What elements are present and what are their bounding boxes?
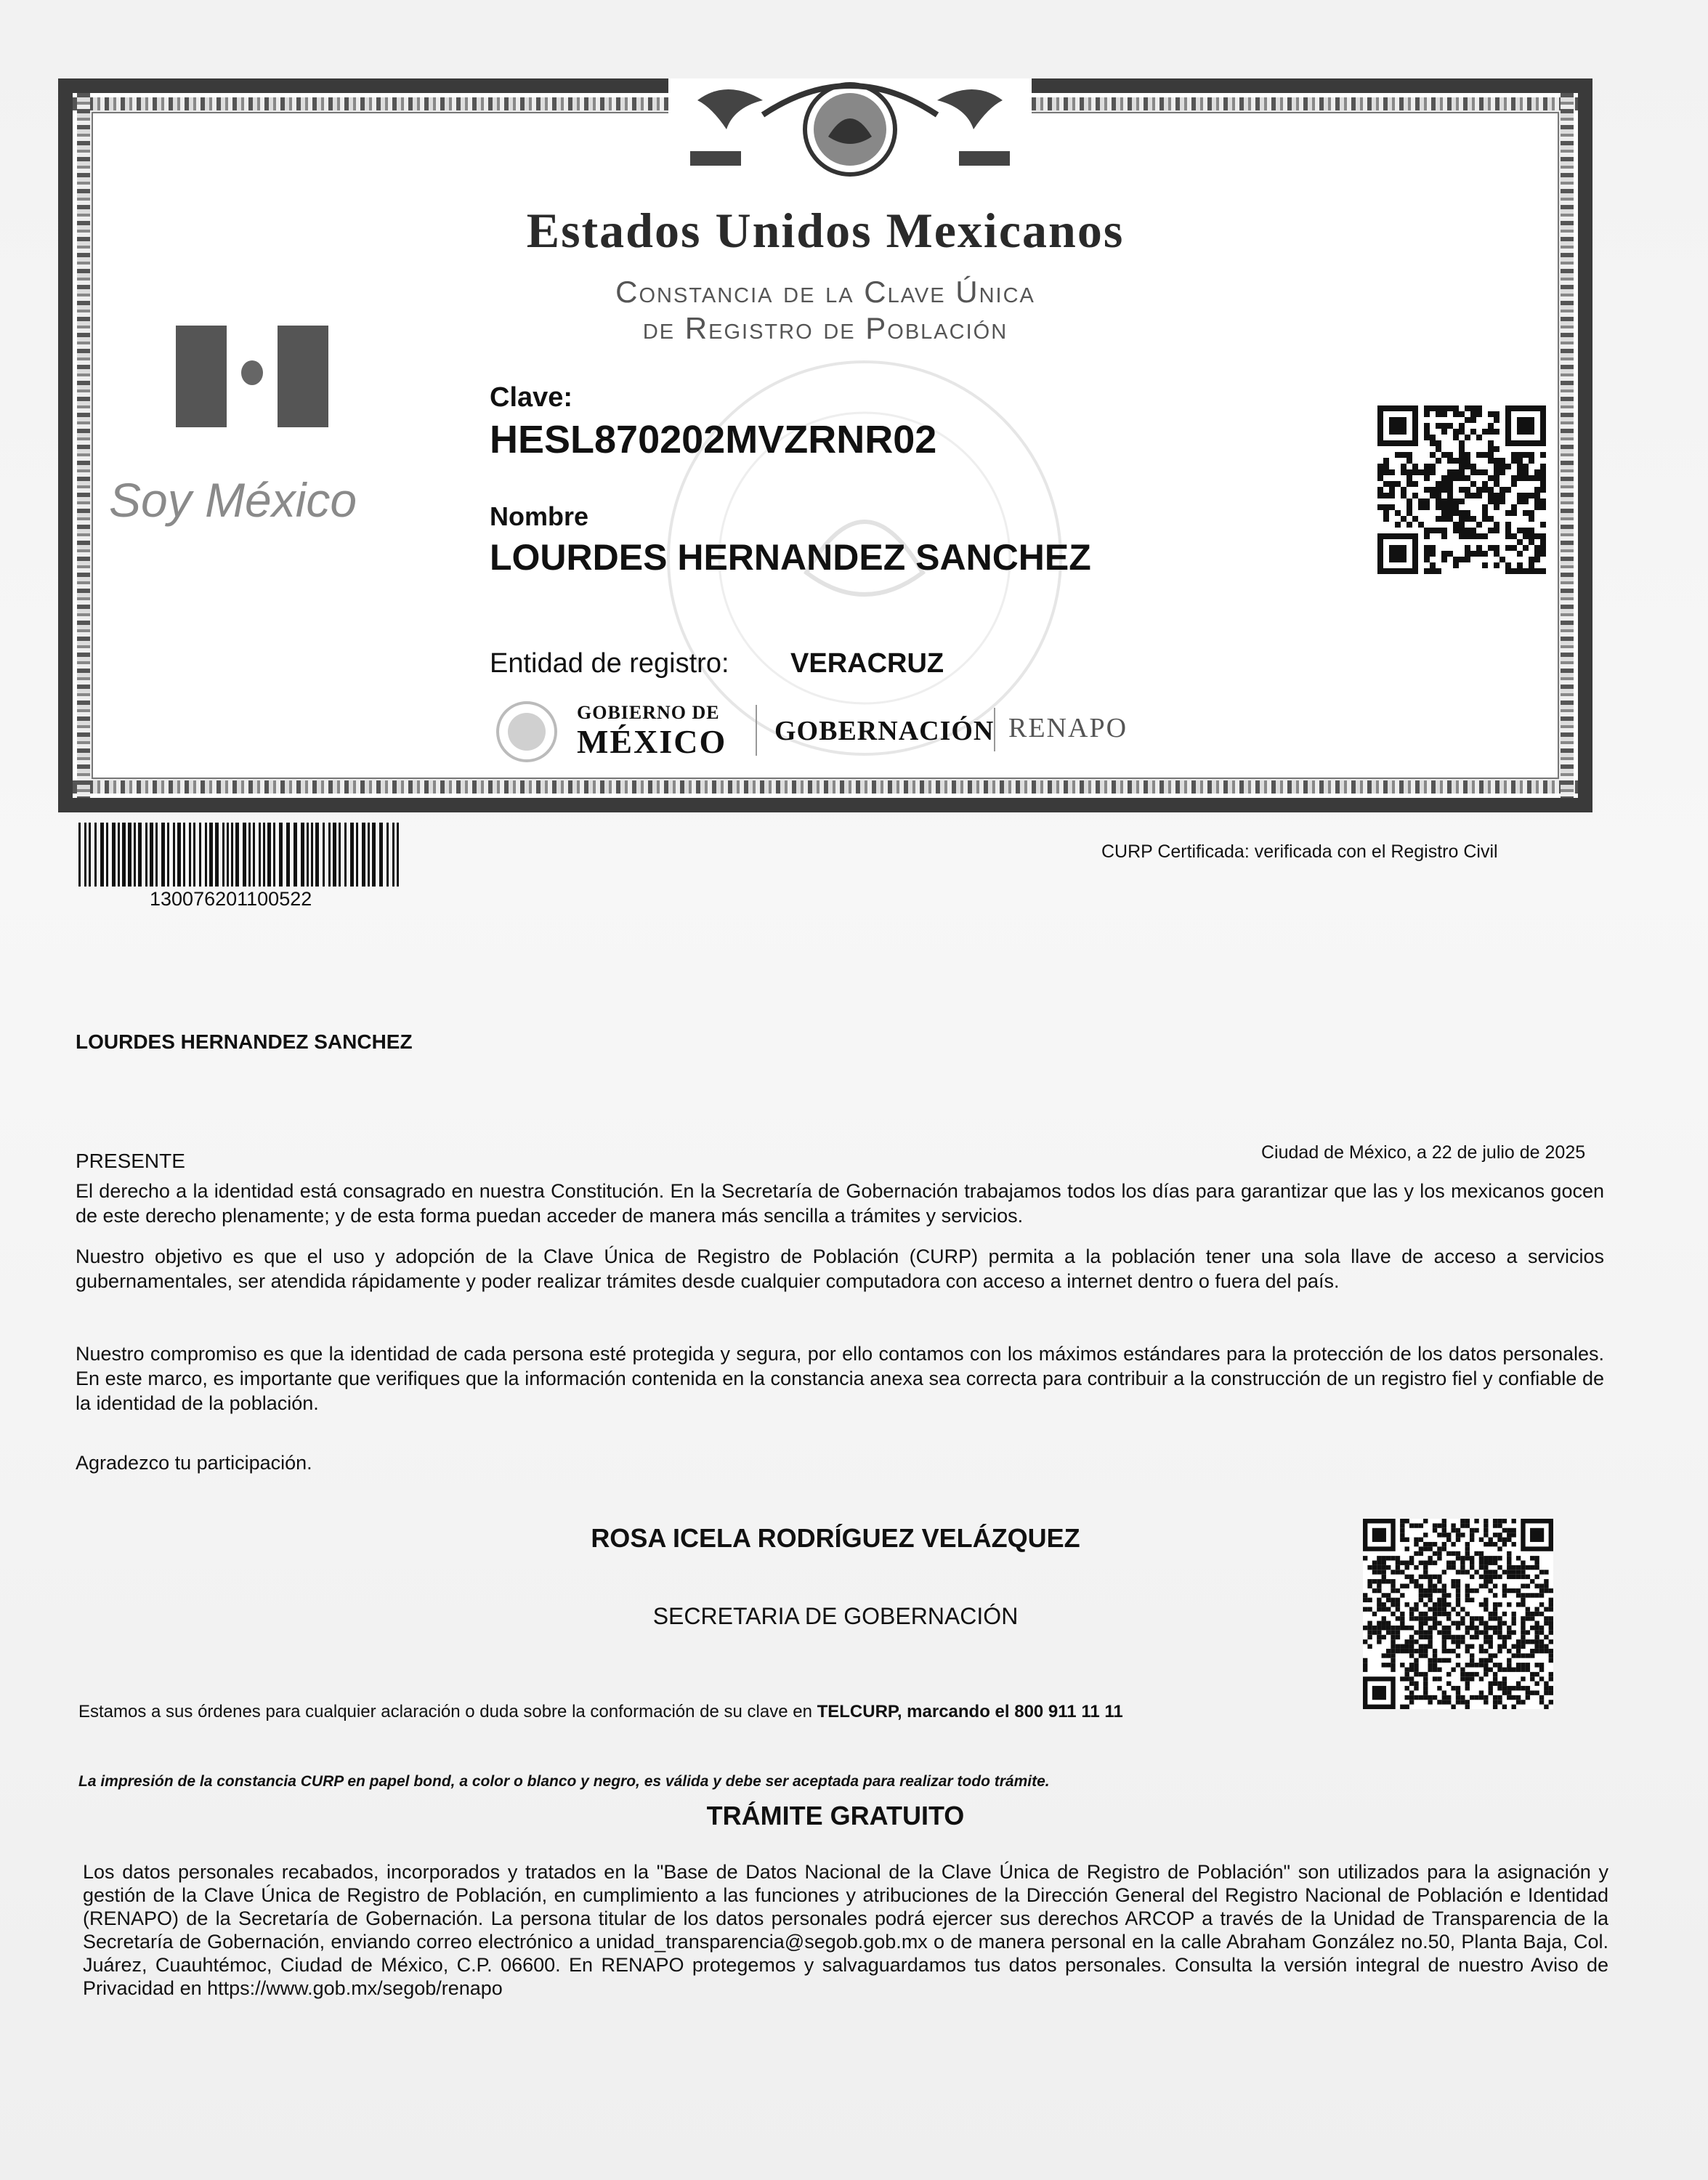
- logo-divider: [756, 705, 757, 756]
- logo-gobierno-line2: MÉXICO: [577, 723, 727, 760]
- certificate-frame: [58, 78, 1592, 812]
- paragraph-commitment: Nuestro compromiso es que la identidad de cada persona esté protegida y segura, por ello contamos con los máximos estándares para la protección de los datos personales. En este marco, es importante que verifiques que la información contenida en la constancia anexa sea correcta para contribuir a la construcción de un registro fiel y confiable de la identidad de la población.: [76, 1343, 1604, 1414]
- contact-phone: TELCURP, marcando el 800 911 11 11: [817, 1702, 1123, 1721]
- logo-renapo: RENAPO: [1008, 713, 1128, 743]
- thanks-line: Agradezco tu participación.: [76, 1452, 312, 1474]
- presente-label: PRESENTE: [76, 1150, 185, 1172]
- signer-title: SECRETARIA DE GOBERNACIÓN: [652, 1603, 1019, 1629]
- frame-pattern-left: [77, 93, 90, 798]
- soy-mexico-slogan: Soy México: [109, 473, 357, 527]
- certified-note: CURP Certificada: verificada con el Registro Civil: [1101, 841, 1498, 862]
- clave-value: HESL870202MVZRNR02: [490, 418, 937, 461]
- signer-name: ROSA ICELA RODRÍGUEZ VELÁZQUEZ: [591, 1523, 1080, 1553]
- signature-qr-code-icon: [1363, 1519, 1553, 1709]
- barcode-icon: [78, 823, 398, 887]
- contact-text: Estamos a sus órdenes para cualquier aclaración o duda sobre la conformación de su clave en: [78, 1702, 817, 1721]
- gobierno-seal-icon: [494, 699, 559, 764]
- paragraph-objective: Nuestro objetivo es que el uso y adopción de la Clave Única de Registro de Población (CURP) permita a la población tener una sola llave de acceso a servicios gubernamentales, ser atendida rápidamente y poder realizar trámites desde cualquier computadora con acceso a internet dentro o fuera del país.: [76, 1246, 1604, 1292]
- coat-of-arms-emblem-icon: [668, 71, 1032, 187]
- document-title-line1: Constancia de la Clave Única: [615, 275, 1035, 309]
- contact-line: [78, 1702, 1123, 1722]
- frame-pattern-bottom: [73, 780, 1578, 794]
- qr-code-icon: [1377, 405, 1546, 574]
- logo-gobernacion: GOBERNACIÓN: [774, 716, 995, 746]
- clave-label: Clave:: [490, 382, 573, 413]
- nombre-label: Nombre: [490, 501, 589, 531]
- barcode-number: 130076201100522: [150, 888, 312, 910]
- logo-gobierno-line1: GOBIERNO DE: [577, 702, 720, 723]
- logo-divider: [994, 708, 995, 751]
- place-date: Ciudad de México, a 22 de julio de 2025: [1261, 1142, 1586, 1163]
- country-title: Estados Unidos Mexicanos: [526, 203, 1125, 258]
- privacy-notice: Los datos personales recabados, incorporados y tratados en la "Base de Datos Nacional de la Clave Única de Registro de Población" son utilizados para la asignación y gestión de la Clave Única de Registro de Población, en cumplimiento a las funciones y atribuciones de la Dirección General del Registro Nacional de Población e Identidad (RENAPO) de la Secretaría de Gobernación. La persona titular de los datos personales podrá ejercer sus derechos ARCOP a través de la Unidad de Transparencia de la Secretaría de Gobernación, enviando correo electrónico a unidad_transparencia@segob.gob.mx o de manera personal en la calle Abraham González no.50, Planta Baja, Col. Juárez, Cuauhtémoc, Ciudad de México, C.P. 06600. En RENAPO protegemos y salvaguardamos tus datos personales. Consulta la versión integral de nuestro Aviso de Privacidad en https://www.gob.mx/segob/renapo: [83, 1861, 1608, 1999]
- entidad-value: VERACRUZ: [790, 648, 944, 679]
- paragraph-identity: El derecho a la identidad está consagrado en nuestra Constitución. En la Secretaría de Gobernación trabajamos todos los días para garantizar que las y los mexicanos gocen de este derecho plenamente; y de esta forma puedan acceder de manera más sencilla a trámites y servicios.: [76, 1180, 1604, 1227]
- entidad-label: Entidad de registro:: [490, 648, 729, 679]
- nombre-value: LOURDES HERNANDEZ SANCHEZ: [490, 537, 1091, 578]
- validity-note: La impresión de la constancia CURP en papel bond, a color o blanco y negro, es válida y debe ser aceptada para realizar todo trámite.: [78, 1773, 1050, 1790]
- free-procedure-title: TRÁMITE GRATUITO: [706, 1801, 965, 1830]
- document-title-line2: de Registro de Población: [642, 311, 1008, 345]
- letter-recipient: LOURDES HERNANDEZ SANCHEZ: [76, 1030, 413, 1053]
- frame-pattern-right: [1561, 93, 1574, 798]
- mexico-flag-icon: [176, 326, 328, 427]
